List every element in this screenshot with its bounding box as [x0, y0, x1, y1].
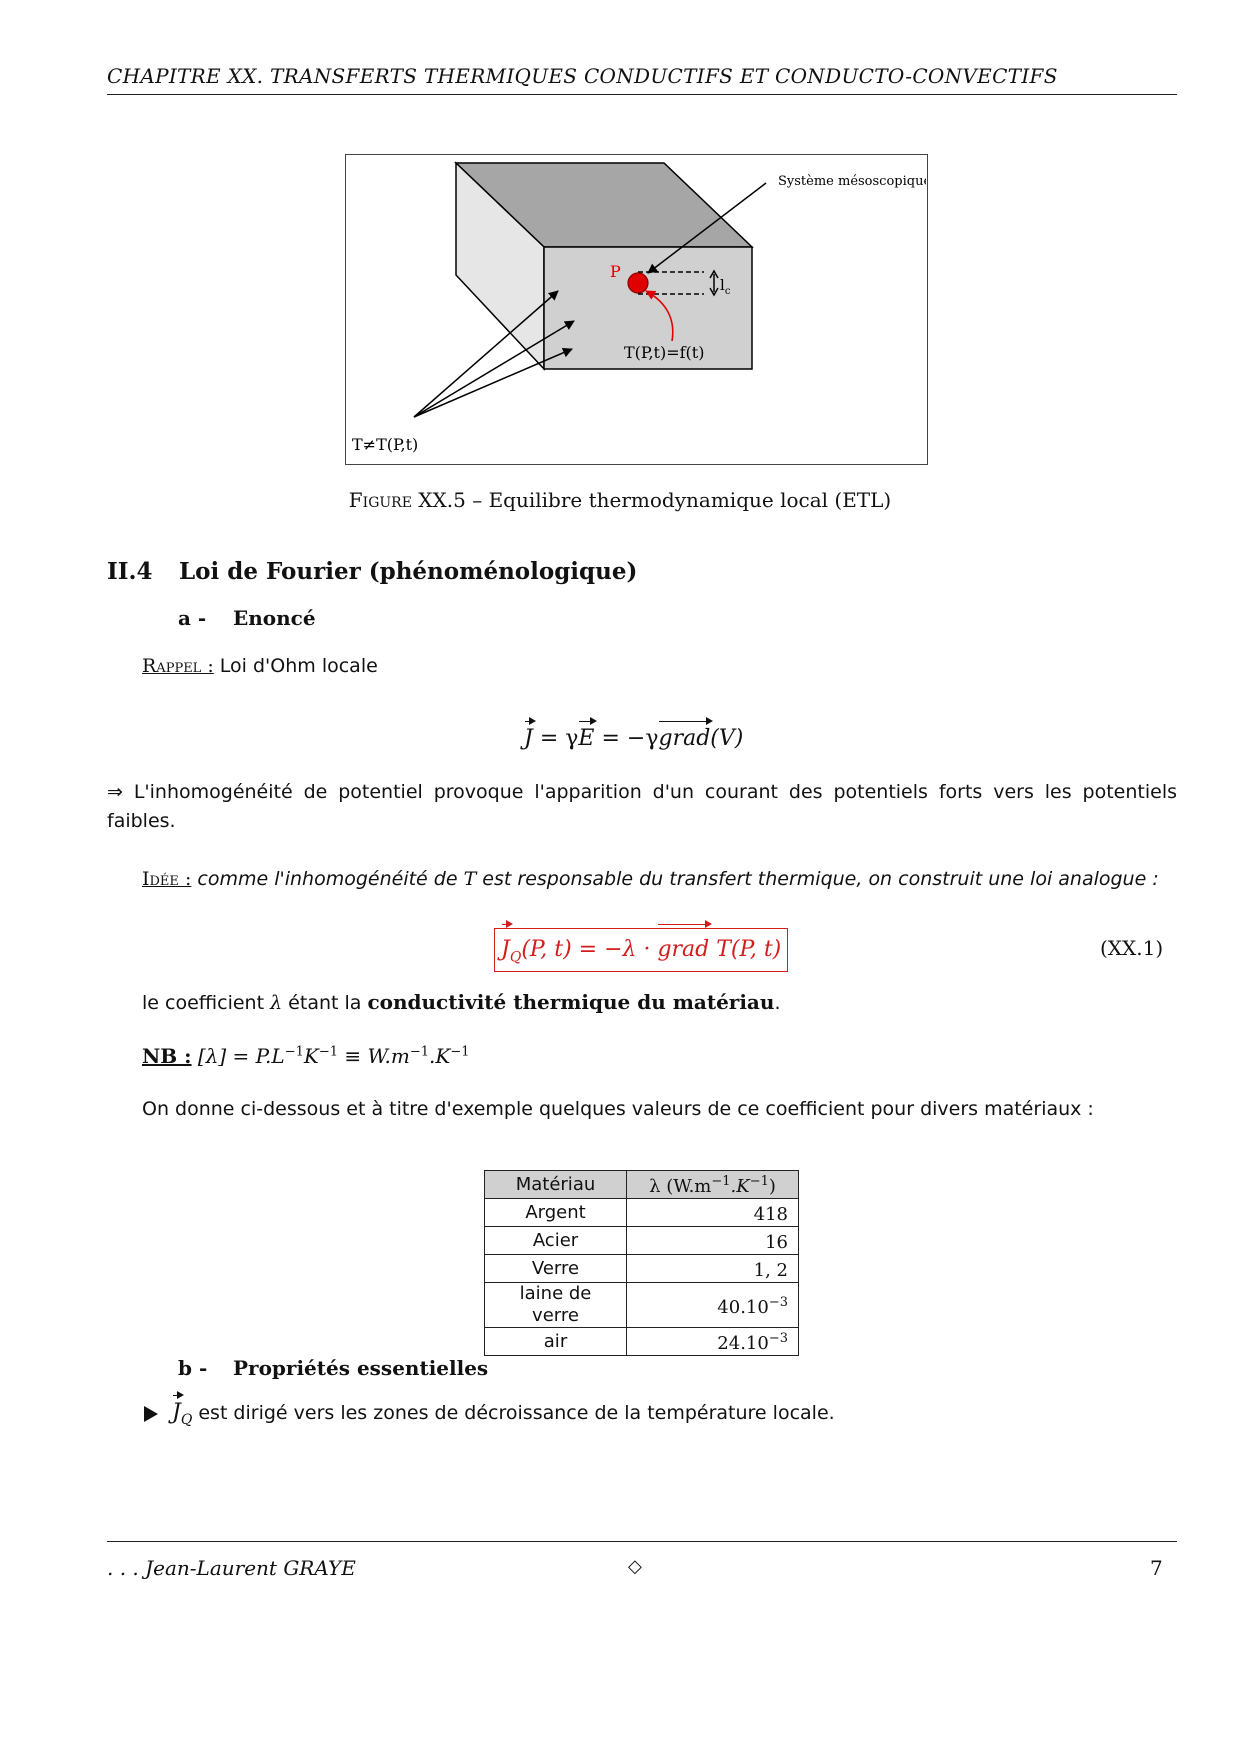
table-header-material: Matériau — [485, 1171, 627, 1199]
subsection-b-number: b - — [178, 1356, 208, 1380]
table-row — [485, 1255, 799, 1283]
lambda-symbol: λ — [270, 992, 283, 1014]
fourier-law-equation — [494, 928, 788, 972]
table-row — [485, 1199, 799, 1227]
nb-exp3: −1 — [409, 1044, 430, 1060]
length-label: $l_c$ — [720, 276, 731, 297]
nb-lhs: [λ] = P.L — [191, 1044, 285, 1068]
lambda-definition — [142, 990, 780, 1014]
footer-rule — [107, 1541, 1177, 1542]
page-number: 7 — [1150, 1556, 1163, 1580]
section-number: II.4 — [107, 558, 153, 585]
figure-caption — [0, 488, 1240, 512]
table-cell-value: 418 — [627, 1199, 799, 1227]
header-lambda-e2: −1 — [749, 1174, 769, 1189]
idee-line — [142, 868, 1159, 890]
nb-exp2: −1 — [318, 1044, 338, 1060]
subsection-a-number: a - — [178, 606, 207, 630]
table-cell-material: Acier — [485, 1227, 627, 1255]
bullet-text: est dirigé vers les zones de décroissance de la température locale. — [192, 1402, 835, 1424]
etl-diagram — [346, 155, 926, 463]
fourier-lhs: (P, t) = −λ · — [521, 937, 658, 962]
table-cell-value: $40.10^{-3}$ — [627, 1283, 799, 1328]
ohm-eq-part1: = γ — [532, 726, 579, 751]
caption-text: – Equilibre thermodynamique local (ETL) — [465, 488, 892, 512]
lambda-text-a: le coefficient — [142, 992, 271, 1014]
nb-line — [142, 1044, 470, 1068]
footer-author: . . . Jean-Laurent GRAYE — [107, 1556, 356, 1580]
subsection-b-title: Propriétés essentielles — [233, 1356, 489, 1380]
table-cell-value: $24.10^{-3}$ — [627, 1328, 799, 1356]
system-label: Système mésoscopique — [778, 174, 926, 189]
table-row — [485, 1283, 799, 1328]
paragraph-inhomogeneity: ⇒ L'inhomogénéité de potentiel provoque l'apparition d'un courant des potentiels forts vers les potentiels faibles. — [107, 781, 1177, 832]
lambda-bold: conductivité thermique du matériau — [367, 990, 775, 1014]
footer-diamond-icon: ◇ — [628, 1556, 642, 1577]
table-cell-material: air — [485, 1328, 627, 1356]
header-lambda-e1: −1 — [711, 1174, 731, 1189]
vector-E: E — [578, 726, 595, 751]
table-cell-value: 1, 2 — [627, 1255, 799, 1283]
section-heading — [107, 558, 637, 585]
header-rule — [107, 94, 1177, 95]
bullet-triangle-icon — [144, 1406, 158, 1422]
mesoscopic-point — [628, 273, 648, 293]
header-lambda-k: .K — [730, 1176, 750, 1197]
caption-prefix: Figure XX.5 — [348, 488, 466, 512]
table-cell-material: laine de verre — [485, 1283, 627, 1328]
header-lambda-a: λ (W.m — [649, 1176, 712, 1197]
rappel-line — [142, 655, 378, 677]
nb-mid: ≡ W.m — [337, 1044, 410, 1068]
table-cell-material: Verre — [485, 1255, 627, 1283]
table-header-lambda — [627, 1171, 799, 1199]
vector-grad: grad — [658, 726, 711, 751]
section-title: Loi de Fourier (phénoménologique) — [179, 558, 638, 585]
nb-K1: K — [303, 1044, 319, 1068]
idee-text-b: est responsable du transfert thermique, on construit une loi analogue : — [476, 868, 1159, 890]
idee-text-a: comme l'inhomogénéité de — [191, 868, 464, 890]
nb-label: NB : — [142, 1044, 192, 1068]
subsection-b-heading — [178, 1356, 488, 1380]
subsection-a-title: Enoncé — [233, 606, 316, 630]
vector-JQ: J — [501, 929, 510, 971]
point-label: P — [610, 262, 621, 281]
rappel-text: Loi d'Ohm locale — [213, 655, 378, 677]
paragraph-values: On donne ci-dessous et à titre d'exemple quelques valeurs de ce coefficient pour divers matériaux : — [142, 1098, 1094, 1120]
temperature-label: T(P,t)=f(t) — [624, 343, 705, 362]
table-row — [485, 1227, 799, 1255]
header-lambda-close: ) — [768, 1176, 776, 1197]
equation-number: (XX.1) — [1100, 936, 1164, 960]
arrow-gradient-3 — [414, 349, 572, 417]
conductivity-table — [484, 1170, 799, 1356]
figure-frame — [345, 154, 928, 465]
subsection-a-heading — [178, 606, 316, 630]
bullet-Q-subscript: Q — [180, 1411, 193, 1428]
running-header: CHAPITRE XX. TRANSFERTS THERMIQUES CONDUCTIFS ET CONDUCTO-CONVECTIFS — [107, 64, 1058, 88]
ohm-eq-part2: = −γ — [594, 726, 659, 751]
nb-exp1: −1 — [284, 1044, 304, 1060]
nb-exp4: −1 — [450, 1044, 470, 1060]
fourier-rhs: T(P, t) — [709, 937, 782, 962]
table-cell-value: 16 — [627, 1227, 799, 1255]
idee-T: T — [463, 868, 477, 890]
vector-JQ-bullet: J — [172, 1400, 181, 1425]
ohm-equation — [524, 726, 743, 751]
table-header-row — [485, 1171, 799, 1199]
lambda-text-b: étant la — [282, 992, 368, 1014]
not-equal-label: T≠T(P,t) — [352, 435, 419, 454]
nb-K2: .K — [429, 1044, 451, 1068]
rappel-label: Rappel : — [142, 655, 214, 677]
fourier-Q-subscript: Q — [509, 949, 522, 966]
vector-J: J — [524, 726, 533, 751]
table-row — [485, 1328, 799, 1356]
table-cell-material: Argent — [485, 1199, 627, 1227]
idee-label: Idée : — [142, 868, 192, 890]
lambda-text-c: . — [774, 992, 781, 1014]
vector-grad-T: grad — [657, 929, 709, 971]
bullet-item — [144, 1400, 835, 1428]
ohm-eq-V: (V) — [710, 726, 744, 751]
